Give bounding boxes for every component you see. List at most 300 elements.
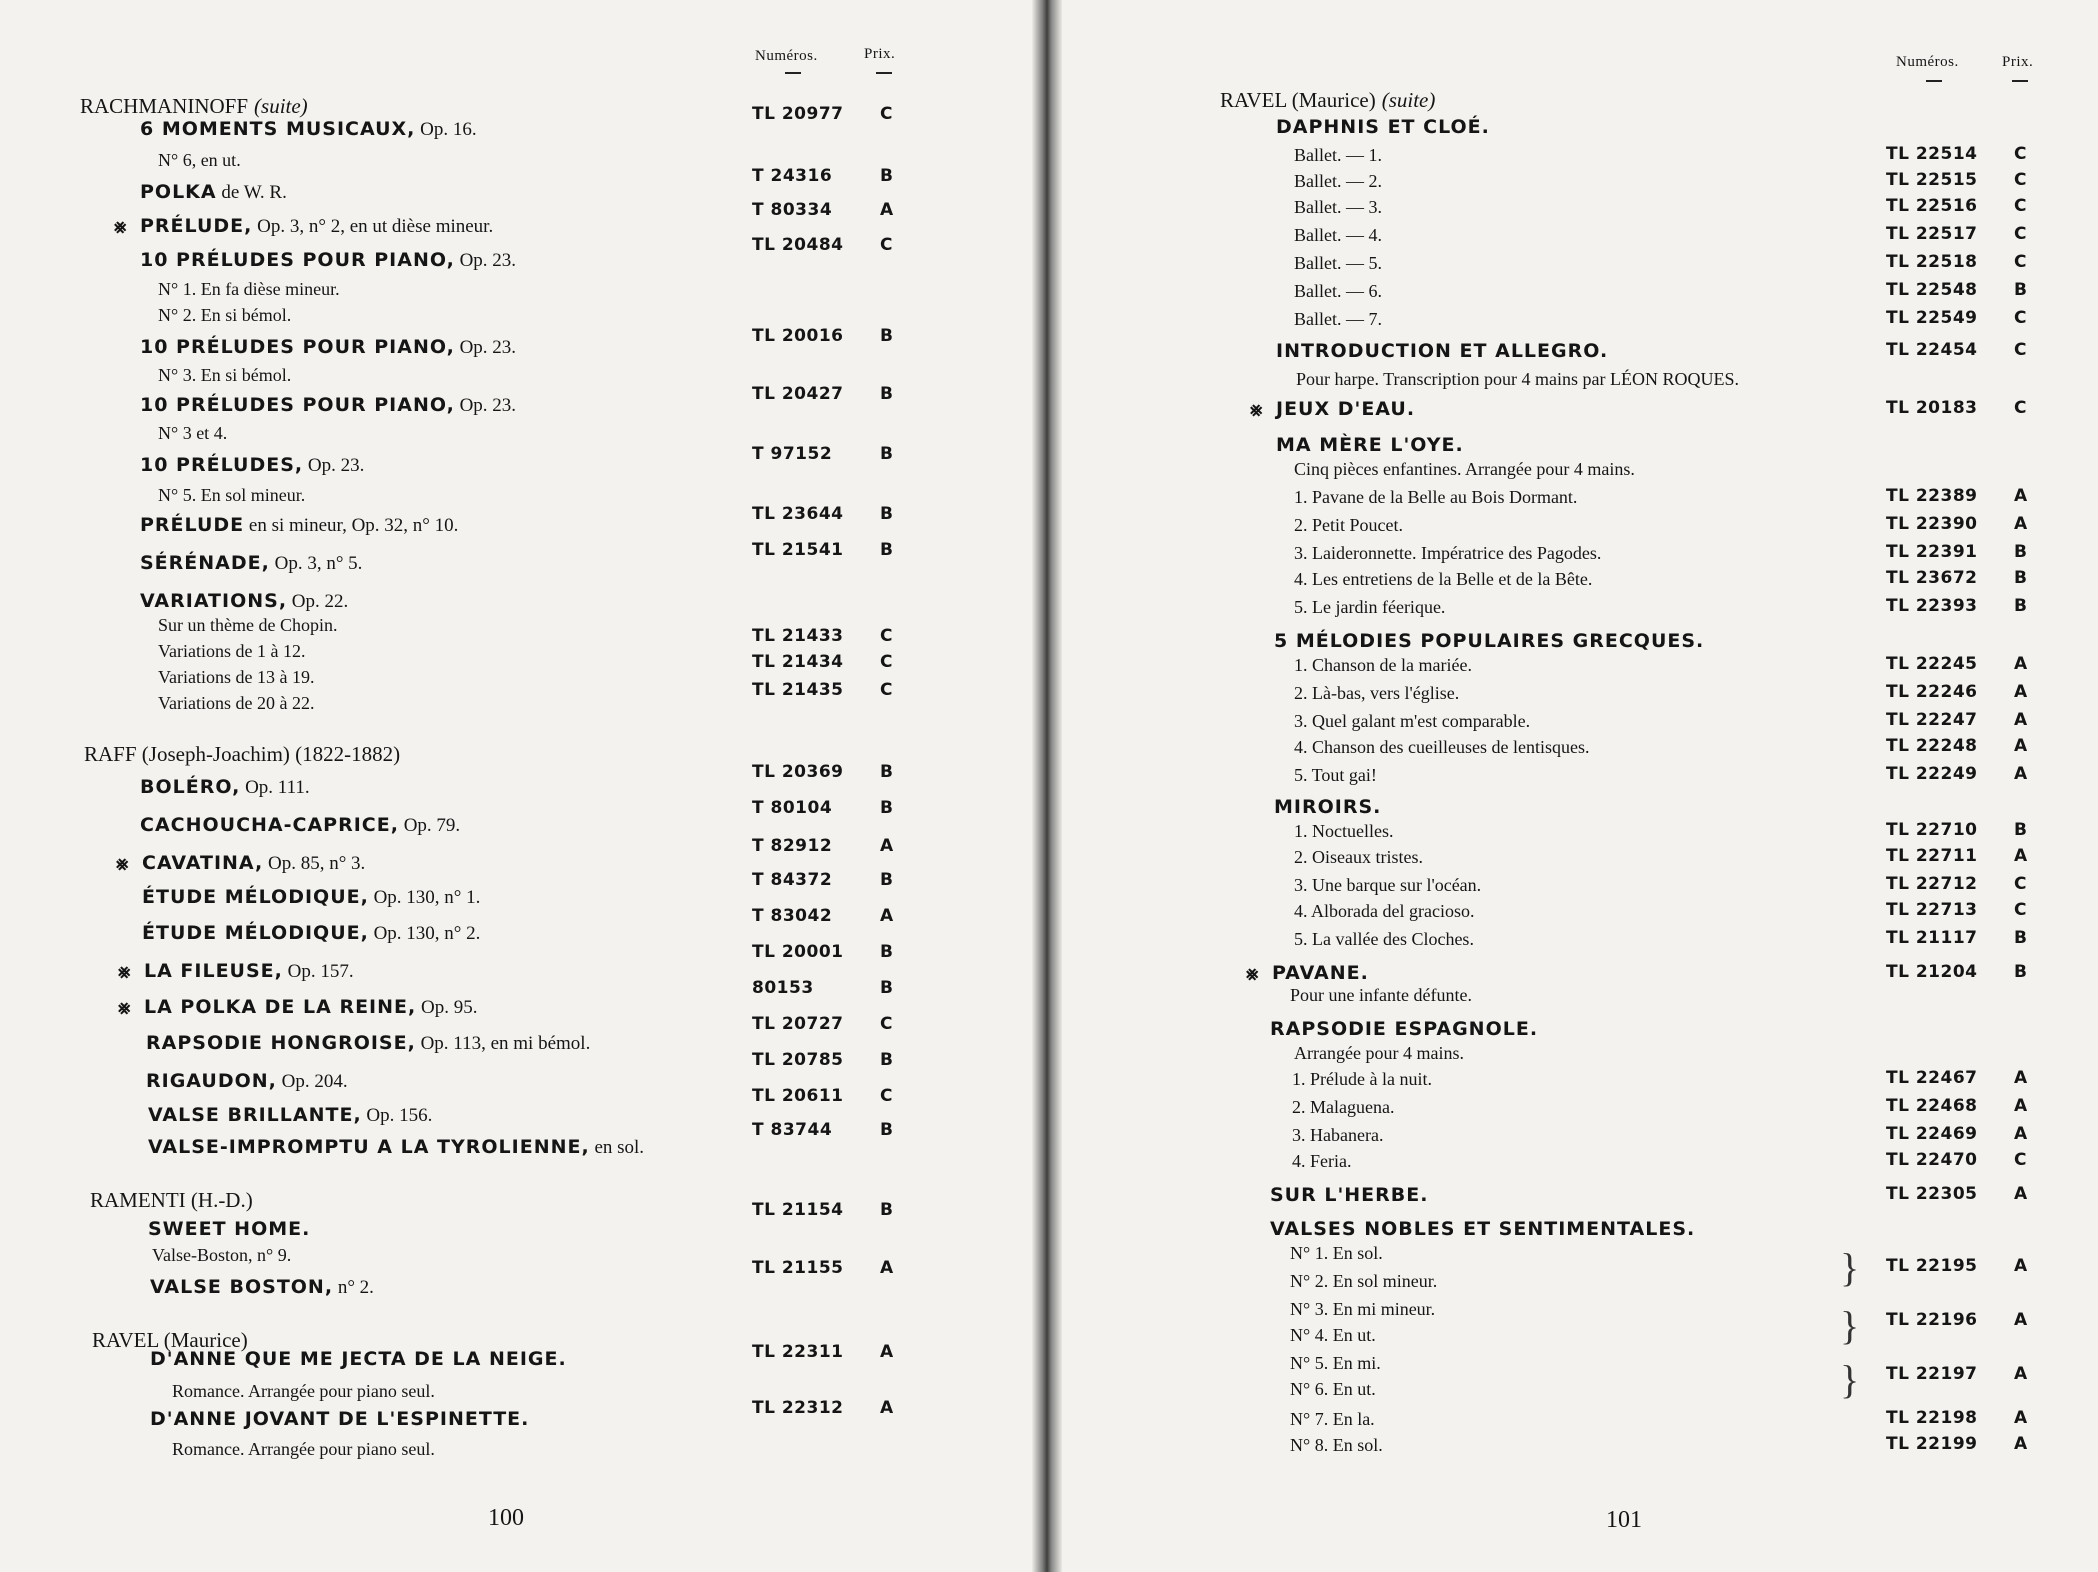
sub-text: N° 2. En si bémol.: [158, 305, 292, 325]
work-detail: [1290, 1272, 1437, 1290]
price-grade: B: [880, 326, 893, 346]
price-grade: A: [2014, 710, 2028, 730]
catalog-number: TL 22467: [1886, 1068, 1978, 1088]
title-text: VALSE BOSTON,: [150, 1276, 334, 1298]
price-grade: B: [2014, 820, 2027, 840]
sub-text: 3. Une barque sur l'océan.: [1294, 875, 1482, 895]
price-grade: A: [880, 1398, 894, 1418]
catalog-number: TL 22711: [1886, 846, 1978, 866]
catalog-number: TL 20369: [752, 762, 844, 782]
price-grade: C: [2014, 308, 2027, 328]
catalog-number: TL 22712: [1886, 874, 1978, 894]
composer-heading: [1220, 90, 1435, 111]
work-detail: [1294, 656, 1472, 674]
title-text: 10 PRÉLUDES POUR PIANO,: [140, 249, 455, 271]
sub-text: 3. Habanera.: [1292, 1125, 1384, 1145]
composer-text: RAVEL (Maurice): [92, 1328, 248, 1352]
prix-header: Prix.: [2002, 54, 2034, 70]
title-text: RAPSODIE ESPAGNOLE.: [1270, 1018, 1539, 1040]
title-text: PRÉLUDE: [140, 514, 245, 536]
catalog-number: TL 22454: [1886, 340, 1978, 360]
price-grade: C: [2014, 1150, 2027, 1170]
grouping-brace: }: [1840, 1245, 1860, 1290]
sub-text: 2. Là-bas, vers l'église.: [1294, 683, 1460, 703]
price-grade: B: [2014, 596, 2027, 616]
work-detail: [1292, 1070, 1432, 1088]
work-detail: [1294, 930, 1474, 948]
price-grade: C: [880, 1086, 893, 1106]
title-text: RIGAUDON,: [146, 1070, 277, 1092]
work-title: [1276, 436, 1464, 455]
catalog-number: TL 22469: [1886, 1124, 1978, 1144]
catalog-number: TL 20785: [752, 1050, 844, 1070]
title-text: 10 PRÉLUDES POUR PIANO,: [140, 336, 455, 358]
catalog-number: T 24316: [752, 166, 833, 186]
catalog-number: TL 22468: [1886, 1096, 1978, 1116]
sub-text: 1. Chanson de la mariée.: [1294, 655, 1472, 675]
title-suffix: Op. 130, n° 1.: [368, 887, 481, 908]
asterism-mark: ⨳: [1250, 397, 1263, 421]
title-suffix: Op. 130, n° 2.: [368, 923, 481, 944]
work-detail: [1294, 902, 1474, 920]
title-suffix: Op. 23.: [303, 455, 365, 476]
catalog-number: TL 22311: [752, 1342, 844, 1362]
composer-text: RACHMANINOFF: [80, 94, 249, 118]
price-grade: B: [880, 384, 893, 404]
title-text: CAVATINA,: [142, 852, 264, 874]
sub-text: Variations de 1 à 12.: [158, 641, 306, 661]
catalog-number: TL 21435: [752, 680, 844, 700]
catalog-number: TL 20016: [752, 326, 844, 346]
title-suffix: Op. 3, n° 5.: [269, 553, 363, 574]
sub-text: Variations de 20 à 22.: [158, 693, 315, 713]
catalog-number: TL 21204: [1886, 962, 1978, 982]
price-grade: C: [880, 1014, 893, 1034]
price-grade: C: [2014, 144, 2027, 164]
sub-text: N° 4. En ut.: [1290, 1325, 1376, 1345]
catalog-number: TL 22549: [1886, 308, 1978, 328]
title-text: POLKA: [140, 181, 217, 203]
title-text: VARIATIONS,: [140, 590, 288, 612]
work-detail: [1290, 1326, 1376, 1344]
title-suffix: Op. 156.: [361, 1105, 433, 1126]
price-grade: C: [2014, 340, 2027, 360]
catalog-number: TL 20183: [1886, 398, 1978, 418]
catalog-number: TL 21155: [752, 1258, 844, 1278]
work-title: [1274, 632, 1704, 651]
sub-text: N° 1. En fa dièse mineur.: [158, 279, 340, 299]
price-grade: A: [2014, 486, 2028, 506]
title-text: SÉRÉNADE,: [140, 552, 270, 574]
composer-text: RAFF (Joseph-Joachim) (1822-1882): [84, 742, 401, 766]
catalog-number: TL 22393: [1886, 596, 1978, 616]
catalog-number: TL 22312: [752, 1398, 844, 1418]
asterism-mark: ⨳: [118, 995, 131, 1019]
title-suffix: Op. 23.: [454, 395, 517, 416]
sub-text: Romance. Arrangée pour piano seul.: [172, 1439, 435, 1459]
work-detail: [1294, 822, 1393, 840]
price-grade: B: [880, 1200, 893, 1220]
price-grade: A: [2014, 1184, 2028, 1204]
composer-suffix: (suite): [254, 94, 308, 118]
catalog-number: T 83042: [752, 906, 833, 926]
title-suffix: Op. 23.: [454, 250, 517, 271]
work-title: [1272, 964, 1369, 983]
price-grade: B: [880, 1050, 893, 1070]
catalog-number: TL 20611: [752, 1086, 844, 1106]
price-grade: A: [880, 1342, 894, 1362]
title-text: SUR L'HERBE.: [1270, 1184, 1429, 1206]
work-detail: [1294, 544, 1601, 562]
work-title: [1276, 118, 1490, 137]
catalog-number: TL 22198: [1886, 1408, 1978, 1428]
title-text: 10 PRÉLUDES POUR PIANO,: [140, 394, 455, 416]
work-title: [1270, 1220, 1695, 1239]
sub-text: Cinq pièces enfantines. Arrangée pour 4 mains.: [1294, 459, 1635, 479]
work-detail: [1290, 1436, 1383, 1454]
numeros-header: Numéros.: [755, 48, 818, 64]
catalog-number: TL 22196: [1886, 1310, 1978, 1330]
price-grade: C: [2014, 170, 2027, 190]
price-grade: B: [880, 798, 893, 818]
catalog-number: T 80334: [752, 200, 833, 220]
price-grade: A: [2014, 846, 2028, 866]
work-detail: [1294, 766, 1377, 784]
price-grade: B: [880, 762, 893, 782]
sub-text: 4. Feria.: [1292, 1151, 1352, 1171]
sub-text: N° 7. En la.: [1290, 1409, 1375, 1429]
title-text: ÉTUDE MÉLODIQUE,: [142, 922, 369, 944]
work-detail: [1294, 146, 1382, 164]
work-detail: [1290, 1300, 1435, 1318]
price-grade: B: [2014, 280, 2027, 300]
sub-text: Ballet. — 6.: [1294, 281, 1382, 301]
price-grade: C: [880, 104, 893, 124]
sub-text: 3. Laideronnette. Impératrice des Pagodes.: [1294, 543, 1602, 563]
price-grade: B: [2014, 542, 2027, 562]
work-detail: [1290, 1380, 1376, 1398]
title-text: LA FILEUSE,: [144, 960, 283, 982]
asterism-mark: ⨳: [116, 851, 129, 875]
title-text: VALSE BRILLANTE,: [148, 1104, 362, 1126]
price-grade: C: [2014, 196, 2027, 216]
price-grade: A: [2014, 1256, 2028, 1276]
price-grade: A: [2014, 736, 2028, 756]
catalog-number: TL 22249: [1886, 764, 1978, 784]
sub-text: N° 2. En sol mineur.: [1290, 1271, 1438, 1291]
title-text: VALSES NOBLES ET SENTIMENTALES.: [1270, 1218, 1696, 1240]
title-text: D'ANNE JOVANT DE L'ESPINETTE.: [150, 1408, 530, 1430]
price-grade: A: [2014, 1124, 2028, 1144]
price-grade: B: [880, 166, 893, 186]
catalog-number: T 97152: [752, 444, 833, 464]
sub-text: 2. Oiseaux tristes.: [1294, 847, 1423, 867]
price-grade: A: [2014, 1310, 2028, 1330]
sub-text: 1. Pavane de la Belle au Bois Dormant.: [1294, 487, 1578, 507]
title-text: 6 MOMENTS MUSICAUX,: [140, 118, 416, 140]
sub-text: N° 3. En mi mineur.: [1290, 1299, 1436, 1319]
catalog-number: TL 21117: [1886, 928, 1978, 948]
numeros-header-rule: [1926, 80, 1942, 82]
catalog-number: T 83744: [752, 1120, 833, 1140]
title-suffix: en sol.: [589, 1137, 645, 1158]
catalog-number: 80153: [752, 978, 814, 998]
sub-text: N° 5. En sol mineur.: [158, 485, 306, 505]
price-grade: A: [880, 1258, 894, 1278]
work-detail: [1294, 488, 1577, 506]
catalog-number: TL 22389: [1886, 486, 1978, 506]
work-title: [1274, 798, 1381, 817]
price-grade: B: [880, 870, 893, 890]
title-text: BOLÉRO,: [140, 776, 241, 798]
work-detail: [1292, 1152, 1351, 1170]
work-detail: [1294, 172, 1382, 190]
work-title: [1276, 342, 1608, 361]
work-detail: [1294, 226, 1382, 244]
title-suffix: Op. 85, n° 3.: [263, 853, 366, 874]
work-detail: [1294, 460, 1635, 478]
title-text: PAVANE.: [1272, 962, 1369, 984]
composer-text: RAMENTI (H.-D.): [90, 1188, 253, 1212]
price-grade: A: [880, 200, 894, 220]
sub-text: N° 3. En si bémol.: [158, 365, 292, 385]
price-grade: A: [2014, 1364, 2028, 1384]
price-grade: A: [2014, 682, 2028, 702]
title-text: MIROIRS.: [1274, 796, 1382, 818]
sub-text: 4. Les entretiens de la Belle et de la Bête.: [1294, 569, 1593, 589]
work-detail: [1294, 598, 1445, 616]
catalog-number: TL 22197: [1886, 1364, 1978, 1384]
sub-text: Ballet. — 5.: [1294, 253, 1382, 273]
title-text: ÉTUDE MÉLODIQUE,: [142, 886, 369, 908]
catalog-number: TL 22710: [1886, 820, 1978, 840]
price-grade: C: [880, 235, 893, 255]
sub-text: 1. Noctuelles.: [1294, 821, 1394, 841]
sub-text: N° 8. En sol.: [1290, 1435, 1383, 1455]
price-grade: A: [880, 906, 894, 926]
title-suffix: de W. R.: [216, 182, 287, 203]
catalog-number: TL 20727: [752, 1014, 844, 1034]
title-text: RAPSODIE HONGROISE,: [146, 1032, 416, 1054]
sub-text: N° 6, en ut.: [158, 150, 241, 170]
price-grade: B: [880, 1120, 893, 1140]
sub-text: 1. Prélude à la nuit.: [1292, 1069, 1432, 1089]
title-suffix: Op. 157.: [282, 961, 354, 982]
price-grade: C: [2014, 252, 2027, 272]
sub-text: 5. Tout gai!: [1294, 765, 1377, 785]
sub-text: Romance. Arrangée pour piano seul.: [172, 1381, 435, 1401]
catalog-number: TL 22391: [1886, 542, 1978, 562]
catalog-number: TL 20977: [752, 104, 844, 124]
price-grade: A: [880, 836, 894, 856]
sub-text: 4. Alborada del gracioso.: [1294, 901, 1475, 921]
asterism-mark: ⨳: [1246, 961, 1259, 985]
catalog-number: T 84372: [752, 870, 833, 890]
price-grade: B: [2014, 962, 2027, 982]
catalog-number: TL 22518: [1886, 252, 1978, 272]
grouping-brace: }: [1840, 1303, 1860, 1348]
sub-text: Variations de 13 à 19.: [158, 667, 315, 687]
price-grade: B: [880, 504, 893, 524]
asterism-mark: ⨳: [118, 959, 131, 983]
work-title: [1270, 1186, 1428, 1205]
title-text: CACHOUCHA-CAPRICE,: [140, 814, 399, 836]
title-suffix: Op. 111.: [240, 777, 310, 798]
price-grade: B: [2014, 568, 2027, 588]
title-text: JEUX D'EAU.: [1276, 398, 1416, 420]
catalog-number: TL 22245: [1886, 654, 1978, 674]
catalog-number: TL 22305: [1886, 1184, 1978, 1204]
price-grade: C: [880, 652, 893, 672]
title-suffix: Op. 3, n° 2, en ut dièse mineur.: [252, 216, 494, 237]
catalog-number: TL 22199: [1886, 1434, 1978, 1454]
work-detail: [1294, 1044, 1464, 1062]
price-grade: A: [2014, 1096, 2028, 1116]
catalog-number: TL 23672: [1886, 568, 1978, 588]
sub-text: 5. La vallée des Cloches.: [1294, 929, 1474, 949]
catalog-number: TL 22247: [1886, 710, 1978, 730]
work-detail: [1294, 254, 1382, 272]
catalog-number: TL 21434: [752, 652, 844, 672]
catalog-number: TL 22246: [1886, 682, 1978, 702]
numeros-header: Numéros.: [1896, 54, 1959, 70]
work-detail: [1294, 876, 1481, 894]
catalog-number: TL 22516: [1886, 196, 1978, 216]
prix-header: Prix.: [864, 46, 896, 62]
title-text: VALSE-IMPROMPTU A LA TYROLIENNE,: [148, 1136, 590, 1158]
title-suffix: Op. 16.: [415, 119, 477, 140]
catalog-number: TL 20427: [752, 384, 844, 404]
title-suffix: Op. 95.: [416, 997, 478, 1018]
price-grade: C: [2014, 224, 2027, 244]
catalog-number: TL 21433: [752, 626, 844, 646]
title-text: INTRODUCTION ET ALLEGRO.: [1276, 340, 1609, 362]
sub-text: Pour une infante défunte.: [1290, 985, 1472, 1005]
sub-text: 5. Le jardin féerique.: [1294, 597, 1446, 617]
work-detail: [1294, 282, 1382, 300]
sub-text: 4. Chanson des cueilleuses de lentisques.: [1294, 737, 1590, 757]
sub-text: Sur un thème de Chopin.: [158, 615, 338, 635]
price-grade: A: [2014, 1408, 2028, 1428]
price-grade: B: [880, 978, 893, 998]
title-suffix: Op. 22.: [287, 591, 349, 612]
sub-text: N° 6. En ut.: [1290, 1379, 1376, 1399]
sub-text: Valse-Boston, n° 9.: [152, 1245, 292, 1265]
title-text: MA MÈRE L'OYE.: [1276, 434, 1464, 456]
work-detail: [1294, 198, 1382, 216]
title-suffix: Op. 113, en mi bémol.: [415, 1033, 591, 1054]
title-text: LA POLKA DE LA REINE,: [144, 996, 417, 1018]
catalog-number: TL 22515: [1886, 170, 1978, 190]
work-detail: [1294, 310, 1382, 328]
catalog-number: TL 20001: [752, 942, 844, 962]
title-suffix: en si mineur, Op. 32, n° 10.: [244, 515, 459, 536]
sub-text: Pour harpe. Transcription pour 4 mains par LÉON ROQUES.: [1296, 369, 1739, 389]
catalog-number: TL 22713: [1886, 900, 1978, 920]
price-grade: C: [880, 680, 893, 700]
work-title: [1270, 1020, 1538, 1039]
work-detail: [1294, 848, 1423, 866]
page-number-right: 101: [1606, 1507, 1642, 1533]
price-grade: B: [880, 942, 893, 962]
work-title: [1276, 400, 1415, 419]
price-grade: A: [2014, 764, 2028, 784]
catalog-number: TL 21154: [752, 1200, 844, 1220]
work-detail: [1292, 1098, 1394, 1116]
title-text: SWEET HOME.: [148, 1218, 311, 1240]
title-suffix: Op. 204.: [276, 1071, 348, 1092]
sub-text: 2. Petit Poucet.: [1294, 515, 1403, 535]
catalog-number: T 80104: [752, 798, 833, 818]
catalog-number: TL 22517: [1886, 224, 1978, 244]
catalog-number: TL 21541: [752, 540, 844, 560]
sub-text: 3. Quel galant m'est comparable.: [1294, 711, 1531, 731]
price-grade: C: [2014, 900, 2027, 920]
price-grade: B: [880, 540, 893, 560]
sub-text: 2. Malaguena.: [1292, 1097, 1395, 1117]
work-detail: [1294, 712, 1530, 730]
price-grade: A: [2014, 1068, 2028, 1088]
work-detail: [1294, 684, 1459, 702]
title-text: 10 PRÉLUDES,: [140, 454, 304, 476]
work-detail: [1290, 1410, 1375, 1428]
work-detail: [1296, 370, 1739, 388]
price-grade: A: [2014, 654, 2028, 674]
catalog-number: TL 20484: [752, 235, 844, 255]
catalog-number: TL 22195: [1886, 1256, 1978, 1276]
work-detail: [1290, 986, 1472, 1004]
prix-header-rule: [2012, 80, 2028, 82]
work-detail: [1294, 516, 1403, 534]
price-grade: A: [2014, 1434, 2028, 1454]
title-text: DAPHNIS ET CLOÉ.: [1276, 116, 1490, 138]
composer-text: RAVEL (Maurice): [1220, 88, 1376, 112]
catalog-number: TL 22248: [1886, 736, 1978, 756]
catalog-number: TL 22514: [1886, 144, 1978, 164]
catalog-number: TL 23644: [752, 504, 844, 524]
catalog-number: TL 22548: [1886, 280, 1978, 300]
sub-text: Ballet. — 2.: [1294, 171, 1382, 191]
title-text: 5 MÉLODIES POPULAIRES GRECQUES.: [1274, 630, 1705, 652]
work-detail: [1292, 1126, 1383, 1144]
catalog-number: TL 22390: [1886, 514, 1978, 534]
price-grade: C: [2014, 874, 2027, 894]
title-suffix: Op. 79.: [398, 815, 461, 836]
sub-text: Ballet. — 3.: [1294, 197, 1382, 217]
page-number-left: 100: [488, 1505, 524, 1531]
work-detail: [1294, 738, 1589, 756]
asterism-mark: ⨳: [114, 214, 127, 238]
sub-text: Ballet. — 4.: [1294, 225, 1382, 245]
catalog-number: T 82912: [752, 836, 833, 856]
composer-suffix: (suite): [1381, 88, 1436, 112]
catalog-number: TL 22470: [1886, 1150, 1978, 1170]
sub-text: N° 1. En sol.: [1290, 1243, 1383, 1263]
sub-text: Arrangée pour 4 mains.: [1294, 1043, 1464, 1063]
title-suffix: Op. 23.: [454, 337, 517, 358]
sub-text: N° 3 et 4.: [158, 423, 228, 443]
price-grade: C: [880, 626, 893, 646]
sub-text: Ballet. — 1.: [1294, 145, 1382, 165]
work-detail: [1290, 1244, 1383, 1262]
work-detail: [1294, 570, 1592, 588]
price-grade: C: [2014, 398, 2027, 418]
sub-text: Ballet. — 7.: [1294, 309, 1382, 329]
title-suffix: n° 2.: [333, 1277, 374, 1298]
price-grade: A: [2014, 514, 2028, 534]
sub-text: N° 5. En mi.: [1290, 1353, 1381, 1373]
work-detail: [1290, 1354, 1381, 1372]
